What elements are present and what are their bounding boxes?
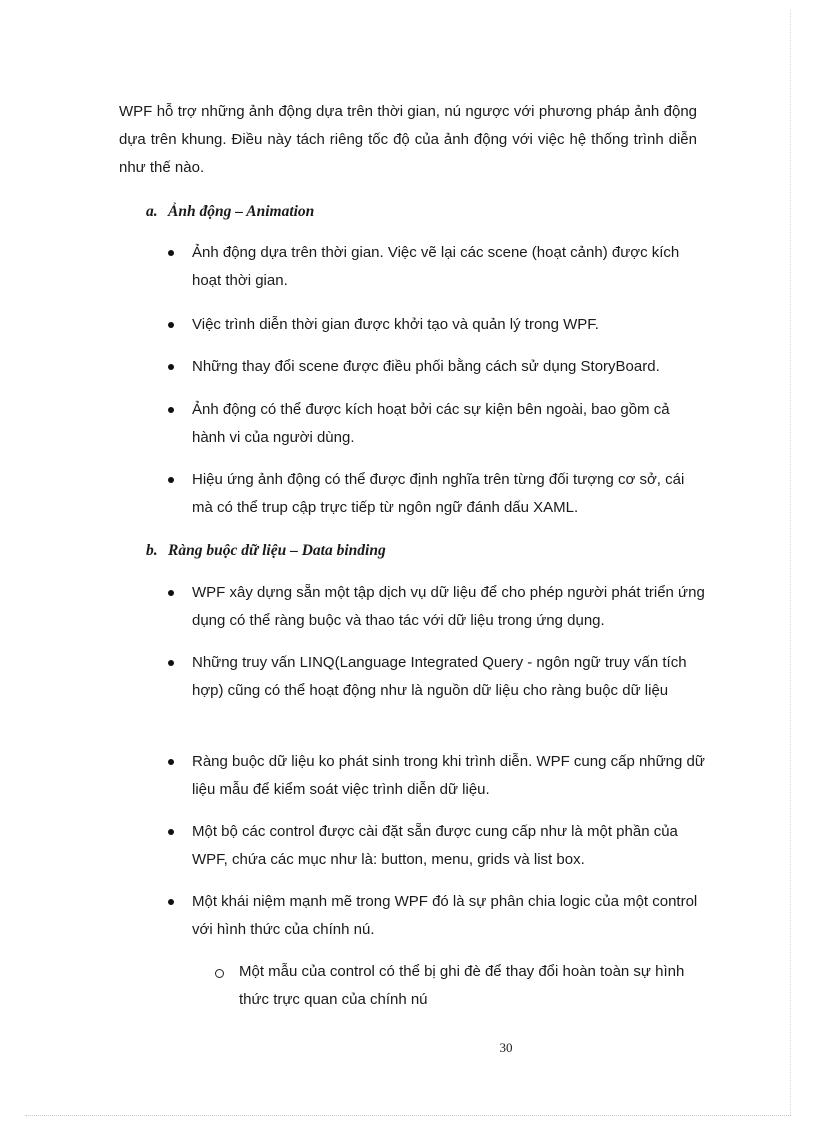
section-a-title: Ảnh động – Animation [168,203,315,220]
list-item: Ảnh động dựa trên thời gian. Việc vẽ lại các scene (hoạt cảnh) được kích hoạt thời gian. [165,239,705,295]
bullet-icon [168,364,174,370]
bullet-icon [168,250,174,256]
section-a-heading [146,201,314,223]
list-item: Một bộ các control được cài đặt sẵn được cung cấp như là một phần của WPF, chứa các mục như là: button, menu, grids và list box. [165,818,705,874]
bullet-icon [168,829,174,835]
page-bottom-divider [25,1115,791,1116]
list-item: Hiệu ứng ảnh động có thể được định nghĩa trên từng đối tượng cơ sở, cái mà có thể trup cập trực tiếp từ ngôn ngữ đánh dấu XAML. [165,466,705,522]
section-b-title: Ràng buộc dữ liệu – Data binding [168,542,386,559]
list-item: Việc trình diễn thời gian được khởi tạo và quản lý trong WPF. [165,311,705,339]
list-item: Những truy vấn LINQ(Language Integrated Query - ngôn ngữ truy vấn tích hợp) cũng có thể hoạt động như là nguồn dữ liệu cho ràng buộc dữ liệu [165,649,705,705]
bullet-icon [168,477,174,483]
list-item: Một khái niệm mạnh mẽ trong WPF đó là sự phân chia logic của một control với hình thức của chính nú. [165,888,705,944]
hollow-bullet-icon [215,969,224,978]
bullet-icon [168,899,174,905]
bullet-icon [168,407,174,413]
sub-list-item: Một mẫu của control có thể bị ghi đè để thay đổi hoàn toàn sự hình thức trực quan của chính nú [213,958,693,1014]
list-item: Những thay đổi scene được điều phối bằng cách sử dụng StoryBoard. [165,353,705,381]
section-b-letter: b. [146,542,158,559]
page-number: 30 [499,1040,513,1055]
list-item: WPF xây dựng sẵn một tập dịch vụ dữ liệu để cho phép người phát triển ứng dụng có thể ràng buộc và thao tác với dữ liệu trong ứng dụng. [165,579,705,635]
list-item: Ảnh động có thể được kích hoạt bởi các sự kiện bên ngoài, bao gồm cả hành vi của người dùng. [165,396,705,452]
section-a-letter: a. [146,203,158,220]
bullet-icon [168,590,174,596]
bullet-icon [168,322,174,328]
list-item: Ràng buộc dữ liệu ko phát sinh trong khi trình diễn. WPF cung cấp những dữ liệu mẫu để kiểm soát việc trình diễn dữ liệu. [165,748,705,804]
bullet-icon [168,759,174,765]
section-b-heading [146,540,386,562]
bullet-icon [168,660,174,666]
intro-paragraph: WPF hỗ trợ những ảnh động dựa trên thời gian, nú ngược với phương pháp ảnh động dựa trên khung. Điều này tách riêng tốc độ của ảnh động với việc hệ thống trình diễn như thế nào. [119,103,697,176]
page-edge-divider [790,10,791,1115]
